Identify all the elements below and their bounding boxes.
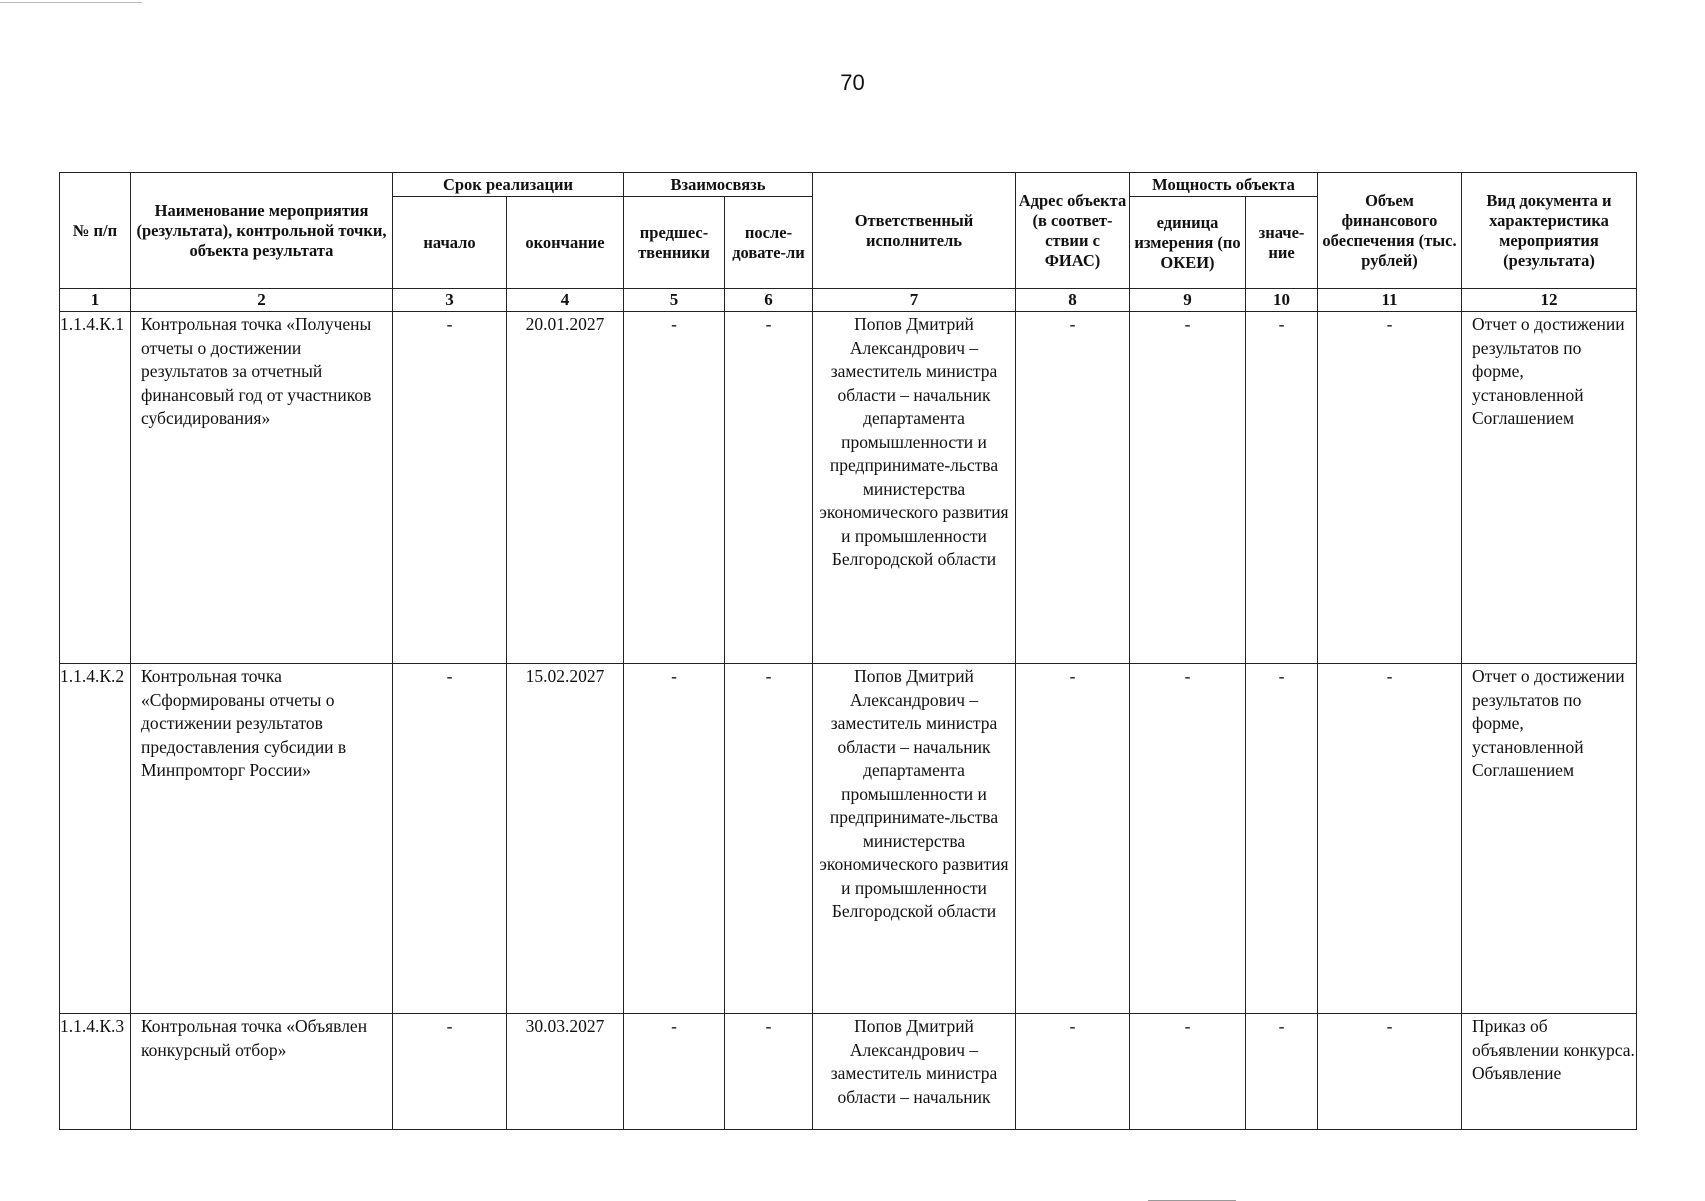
row-name: Контрольная точка «Сформированы отчеты о достижении результатов предоставления субсидии в Минпромторг России» [131,664,393,1014]
row-end: 30.03.2027 [507,1014,624,1130]
column-number: 9 [1130,289,1246,312]
header-cap-unit: единица измерения (по ОКЕИ) [1130,197,1246,289]
row-finance: - [1318,1014,1462,1130]
header-cap-value: значе-ние [1246,197,1318,289]
column-number: 5 [624,289,725,312]
row-prev: - [624,1014,725,1130]
events-table [59,172,1637,1130]
row-executor: Попов Дмитрий Александрович – заместитель министра области – начальник департамента промышленности и предпринимате-льства министерства экономического развития и промышленности Белгородской области [813,664,1016,1014]
header-finance: Объем финансового обеспечения (тыс. рублей) [1318,173,1462,289]
header-relation: Взаимосвязь [624,173,813,197]
row-id: 1.1.4.К.1 [60,312,131,664]
header-num: № п/п [60,173,131,289]
header-term: Срок реализации [393,173,624,197]
table-row [60,1014,1637,1130]
header-term-start: начало [393,197,507,289]
top-scan-line [0,2,142,3]
row-finance: - [1318,664,1462,1014]
row-executor: Попов Дмитрий Александрович – заместитель министра области – начальник департамента промышленности и предпринимате-льства министерства экономического развития и промышленности Белгородской области [813,312,1016,664]
table-row [60,664,1637,1014]
column-number: 2 [131,289,393,312]
column-number: 11 [1318,289,1462,312]
row-name: Контрольная точка «Объявлен конкурсный отбор» [131,1014,393,1130]
row-unit: - [1130,664,1246,1014]
row-doc: Отчет о достижении результатов по форме, установленной Соглашением [1462,312,1637,664]
header-doc: Вид документа и характеристика мероприятия (результата) [1462,173,1637,289]
header-rel-next: после-довате-ли [725,197,813,289]
header-row-1 [60,173,1637,197]
row-address: - [1016,664,1130,1014]
row-value: - [1246,664,1318,1014]
row-id: 1.1.4.К.3 [60,1014,131,1130]
header-capacity: Мощность объекта [1130,173,1318,197]
page-number: 70 [840,70,865,95]
table-row [60,312,1637,664]
header-executor: Ответственный исполнитель [813,173,1016,289]
row-start: - [393,312,507,664]
row-value: - [1246,312,1318,664]
row-unit: - [1130,1014,1246,1130]
header-term-end: окончание [507,197,624,289]
row-next: - [725,664,813,1014]
row-finance: - [1318,312,1462,664]
column-number: 8 [1016,289,1130,312]
header-name: Наименование мероприятия (результата), контрольной точки, объекта результата [131,173,393,289]
column-number: 6 [725,289,813,312]
row-unit: - [1130,312,1246,664]
row-end: 20.01.2027 [507,312,624,664]
column-number: 10 [1246,289,1318,312]
row-doc: Приказ об объявлении конкурса. Объявление [1462,1014,1637,1130]
row-id: 1.1.4.К.2 [60,664,131,1014]
header-address: Адрес объекта (в соответ-ствии с ФИАС) [1016,173,1130,289]
header-rel-prev: предшес-твенники [624,197,725,289]
row-value: - [1246,1014,1318,1130]
row-end: 15.02.2027 [507,664,624,1014]
row-next: - [725,312,813,664]
row-next: - [725,1014,813,1130]
column-number: 1 [60,289,131,312]
column-number: 3 [393,289,507,312]
row-start: - [393,1014,507,1130]
column-number: 7 [813,289,1016,312]
row-address: - [1016,312,1130,664]
column-number-row [60,289,1637,312]
row-name: Контрольная точка «Получены отчеты о достижении результатов за отчетный финансовый год от участников субсидирования» [131,312,393,664]
row-executor: Попов Дмитрий Александрович – заместитель министра области – начальник [813,1014,1016,1130]
row-address: - [1016,1014,1130,1130]
row-prev: - [624,312,725,664]
column-number: 4 [507,289,624,312]
column-number: 12 [1462,289,1637,312]
row-doc: Отчет о достижении результатов по форме, установленной Соглашением [1462,664,1637,1014]
row-start: - [393,664,507,1014]
row-prev: - [624,664,725,1014]
